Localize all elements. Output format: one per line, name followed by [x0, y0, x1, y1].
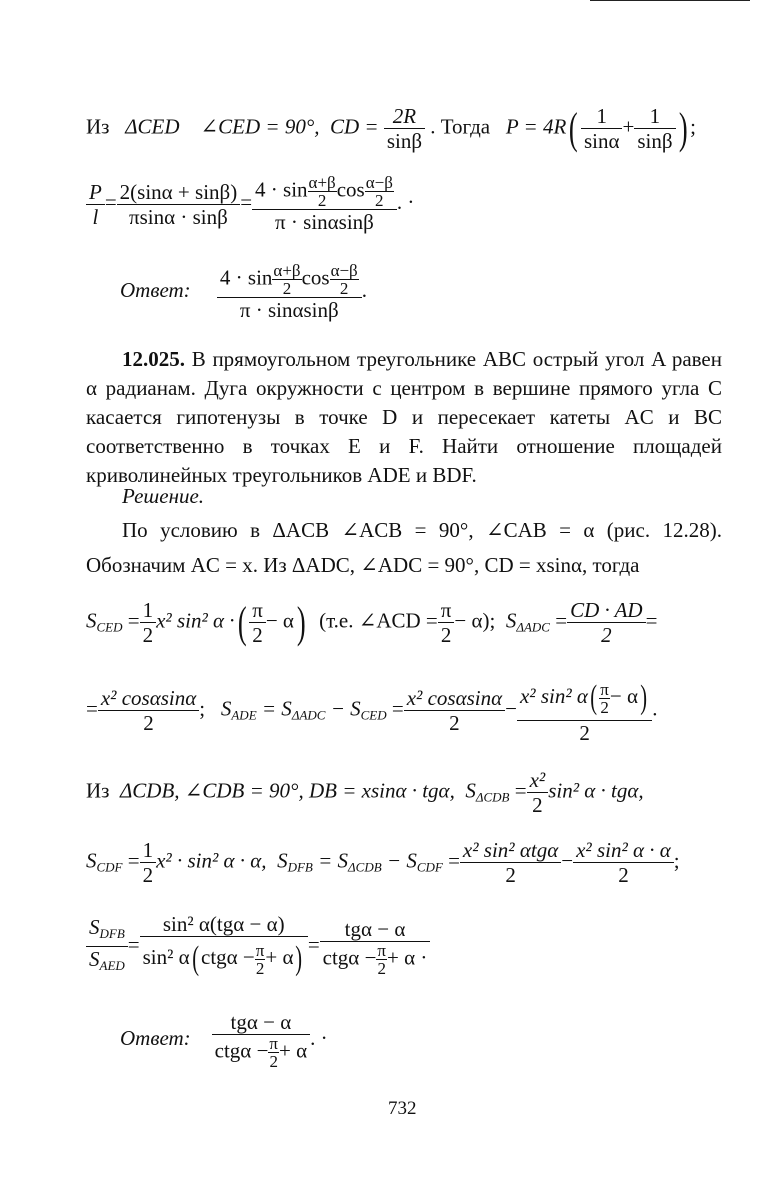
p-frac-1: $\frac{1}{\sin\alpha}$	[581, 104, 623, 153]
solution-heading: Решение.	[122, 484, 205, 508]
cdb-line: Из ΔCDB, ∠CDB = 90°, DB = xsinα · tgα, $S_{\Delta CDB}$ = $\frac{\text{x²}}{2}$ sin² α · tgα,	[86, 768, 644, 817]
page-top-rule	[590, 0, 750, 1]
ratio-lhs: $\frac{P}{l}$	[86, 180, 105, 229]
text-iz: Из	[86, 114, 110, 139]
cd-fraction: $\frac{2R}{\sin\beta}$	[384, 104, 425, 153]
answer-2-fraction: tgα − α ctgα − $\frac{\pi}{2}$ + α	[212, 1010, 310, 1070]
problem-statement	[86, 345, 722, 490]
problem-text: В прямоугольном треугольнике ABC острый угол A равен α радианам. Дуга окружности с центром в вершине прямого угла C касается гипотенузы в точке D и пересекает катеты AC и BC соответственно в точках E и F. Найти отношение площадей криволинейных треугольников ADE и BDF.	[86, 347, 722, 487]
s-ced-line: $S_{CED}$ = $\frac{1}{2}$ x² sin² α ·( $\frac{\pi}{2}$ − α) (т.е. ∠ACD = $\frac{\pi}{2}$ − α); $S_{\Delta ADC}$ = $\frac{CD \cdot AD}{2}$ =	[86, 597, 658, 647]
answer-2: Ответ: tgα − α ctgα − $\frac{\pi}{2}$ + α . ·	[120, 1010, 328, 1071]
text-togda: . Тогда	[430, 114, 491, 139]
answer-label: Ответ:	[120, 277, 191, 302]
answer-label: Ответ:	[120, 1025, 191, 1050]
p-frac-2: $\frac{1}{\sin\beta}$	[634, 104, 675, 153]
answer-1-fraction: 4 · sin $\frac{\alpha+\beta}{2}$ cos $\frac{\alpha-\beta}{2}$ π · sinαsinβ	[217, 262, 362, 322]
problem-number: 12.025.	[122, 347, 185, 371]
cd-lhs: CD =	[329, 114, 379, 139]
ratio-mid: $\frac{2(\sin\alpha + \sin\beta)}{\pi\sin\alpha \cdot \sin\beta}$	[117, 180, 241, 229]
cdf-line: $S_{CDF}$ = $\frac{1}{2}$ x² · sin² α · α, $S_{DFB} = S_{\Delta CDB} - S_{CDF}$ = x² sin² αtgα 2 − $\frac{\text{x² sin² α · α}}{2}$ ;	[86, 838, 680, 887]
final-ratio-line: $S_{DFB}$ $S_{AED}$ = sin² α(tgα − α) sin² α( ctgα − $\frac{\pi}{2}$ + α) = tgα − α ctgα − $\frac{\pi}{2}$ + α ·	[86, 912, 430, 981]
triangle-ced: ΔCED	[125, 114, 180, 139]
answer-1: Ответ: 4 · sin $\frac{\alpha+\beta}{2}$ cos $\frac{\alpha-\beta}{2}$ π · sinαsinβ .	[120, 261, 367, 322]
solution-paragraph: По условию в ΔACB ∠ACB = 90°, ∠CAB = α (рис. 12.28). Обозначим AC = x. Из ΔADC, ∠ADC = 90°, CD = xsinα, тогда	[86, 518, 722, 577]
ratio-right: 4 · sin $\frac{\alpha+\beta}{2}$ cos $\frac{\alpha-\beta}{2}$ π · sinαsinβ	[252, 174, 397, 234]
p-lhs: P = 4R	[505, 114, 567, 139]
angle-ced: ∠CED = 90°,	[200, 114, 320, 139]
s-ade-line: = $\frac{\text{x² cosαsinα}}{2}$ ; $S_{ADE} = S_{\Delta ADC} - S_{CED}$ = $\frac{\text{x² cosαsinα}}{2}$ − x² sin² α( $\frac{\pi}{2}$ − α) 2 .	[86, 676, 658, 745]
page-number: 732	[388, 1098, 417, 1119]
intro-line: Из ΔCED ∠CED = 90°, CD = $\frac{2R}{\sin\beta}$ . Тогда P = 4R( $\frac{1}{\sin\alpha}$ + $\frac{1}{\sin\beta}$ ) ;	[86, 103, 697, 153]
ratio-line: $\frac{P}{l}$ = $\frac{2(\sin\alpha + \sin\beta)}{\pi\sin\alpha \cdot \sin\beta}$ = 4 · sin $\frac{\alpha+\beta}{2}$ cos $\frac{\alpha-\beta}{2}$ π · sinαsinβ . ·	[86, 174, 414, 234]
